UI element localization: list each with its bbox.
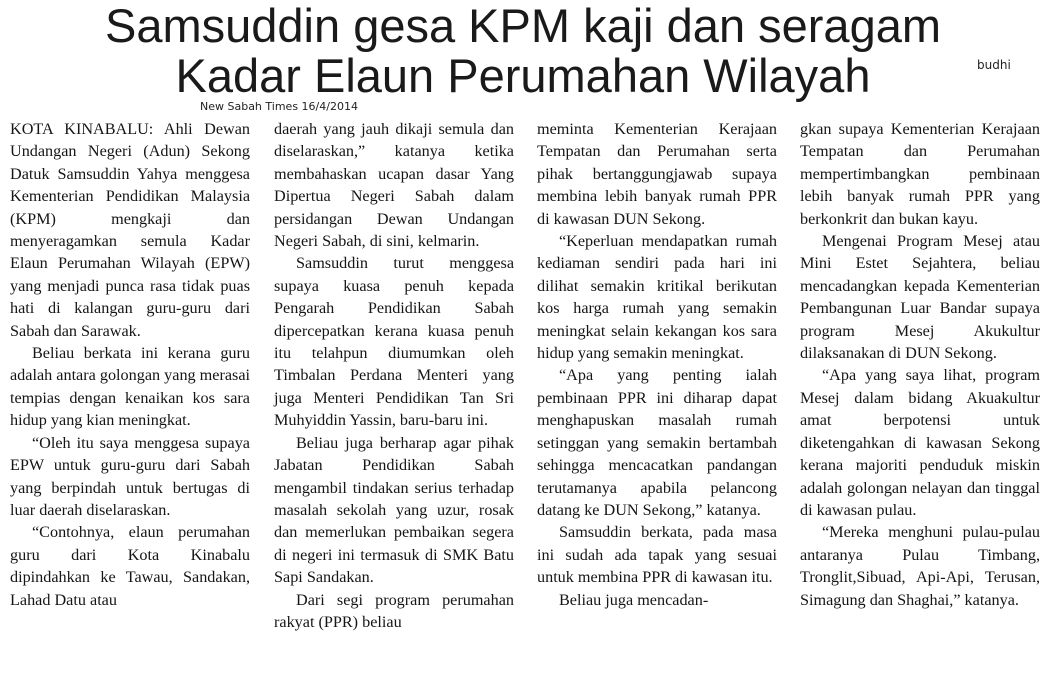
- paragraph: gkan supaya Kementerian Kerajaan Tempatan dan Perumahan mempertimbangkan pembinaan lebih banyak rumah PPR yang berkonkrit dan bukan kayu.: [800, 120, 1040, 228]
- paragraph: Dari segi program perumahan rakyat (PPR) beliau: [274, 590, 514, 631]
- paragraph: Beliau juga berharap agar pihak Jabatan Pendidikan Sabah mengambil tindakan serius terhadap masalah sekolah yang uzur, rosak dan memerlukan pembaikan segera di negeri ini termasuk di SMK Batu Sapi Sandakan.: [274, 433, 514, 587]
- article-column-4: [800, 118, 1040, 611]
- paragraph: “Apa yang saya lihat, program Mesej dalam bidang Akuakultur amat berpotensi untuk diketengahkan di kawasan Sekong kerana majoriti penduduk miskin adalah golongan nelayan dan tinggal di kawasan pulau.: [800, 366, 1040, 519]
- headline-line-2: Kadar Elaun Perumahan Wilayah: [175, 49, 871, 102]
- headline-line-1: Samsuddin gesa KPM kaji dan seragam: [105, 0, 941, 52]
- article-column-2: [274, 118, 514, 633]
- paragraph: “Contohnya, elaun perumahan guru dari Kota Kinabalu dipindahkan ke Tawau, Sandakan, Lahad Datu atau: [10, 523, 250, 609]
- paragraph: meminta Kementerian Kerajaan Tempatan dan Perumahan serta pihak bertanggungjawab supaya membina lebih banyak rumah PPR di kawasan DUN Sekong.: [537, 120, 777, 228]
- paragraph: “Mereka menghuni pulau-pulau antaranya Pulau Timbang, Tronglit,Sibuad, Api-Api, Terusan, Simagung dan Shaghai,” katanya.: [800, 523, 1040, 609]
- paragraph: “Keperluan mendapatkan rumah kediaman sendiri pada hari ini dilihat semakin kritikal berikutan kos harga rumah yang semakin meningkat selain kekangan kos sara hidup yang semakin meningkat.: [537, 232, 777, 363]
- paragraph: daerah yang jauh dikaji semula dan diselaraskan,” katanya ketika membahaskan ucapan dasar Yang Dipertua Negeri Sabah dalam persidangan Dewan Undangan Negeri Sabah, di sini, kelmarin.: [274, 120, 514, 251]
- paragraph: Beliau berkata ini kerana guru adalah antara golongan yang merasai tempias dengan kenaikan kos sara hidup yang kian meningkat.: [10, 344, 251, 430]
- article-column-1: [10, 118, 250, 611]
- article-column-3: [537, 118, 777, 611]
- paragraph: KOTA KINABALU: Ahli Dewan Undangan Negeri (Adun) Sekong Datuk Samsuddin Yahya menggesa Kementerian Pendidikan Malaysia (KPM) mengkaji dan menyeragamkan semula Kadar Elaun Perumahan Wilayah (EPW) yang menjadi punca rasa tidak puas hati di kalangan guru-guru dari Sabah dan Sarawak.: [10, 120, 250, 340]
- source-note: New Sabah Times 16/4/2014: [200, 100, 358, 113]
- handwritten-annotation: budhi: [977, 58, 1011, 72]
- paragraph: Mengenai Program Mesej atau Mini Estet Sejahtera, beliau mencadangkan kepada Kementerian Pembangunan Luar Bandar supaya program Mesej Akukultur dilaksanakan di DUN Sekong.: [800, 232, 1040, 363]
- paragraph: Beliau juga mencadan-: [559, 590, 709, 609]
- paragraph: Samsuddin turut menggesa supaya kuasa penuh kepada Pengarah Pendidikan Sabah dipercepatkan kerana kuasa penuh itu telahpun diumumkan oleh Timbalan Perdana Menteri yang juga Menteri Pendidikan Tan Sri Muhyiddin Yassin, baru-baru ini.: [274, 254, 514, 430]
- paragraph: “Oleh itu saya menggesa supaya EPW untuk guru-guru dari Sabah yang berpindah untuk bertugas di luar daerah diselaraskan.: [10, 433, 250, 519]
- paragraph: “Apa yang penting ialah pembinaan PPR ini diharap dapat menghapuskan masalah rumah setinggan yang semakin bertambah sehingga mencacatkan pandangan terutamanya apabila pelancong datang ke DUN Sekong,” katanya.: [537, 366, 777, 519]
- paragraph: Samsuddin berkata, pada masa ini sudah ada tapak yang sesuai untuk membina PPR di kawasan itu.: [537, 523, 777, 587]
